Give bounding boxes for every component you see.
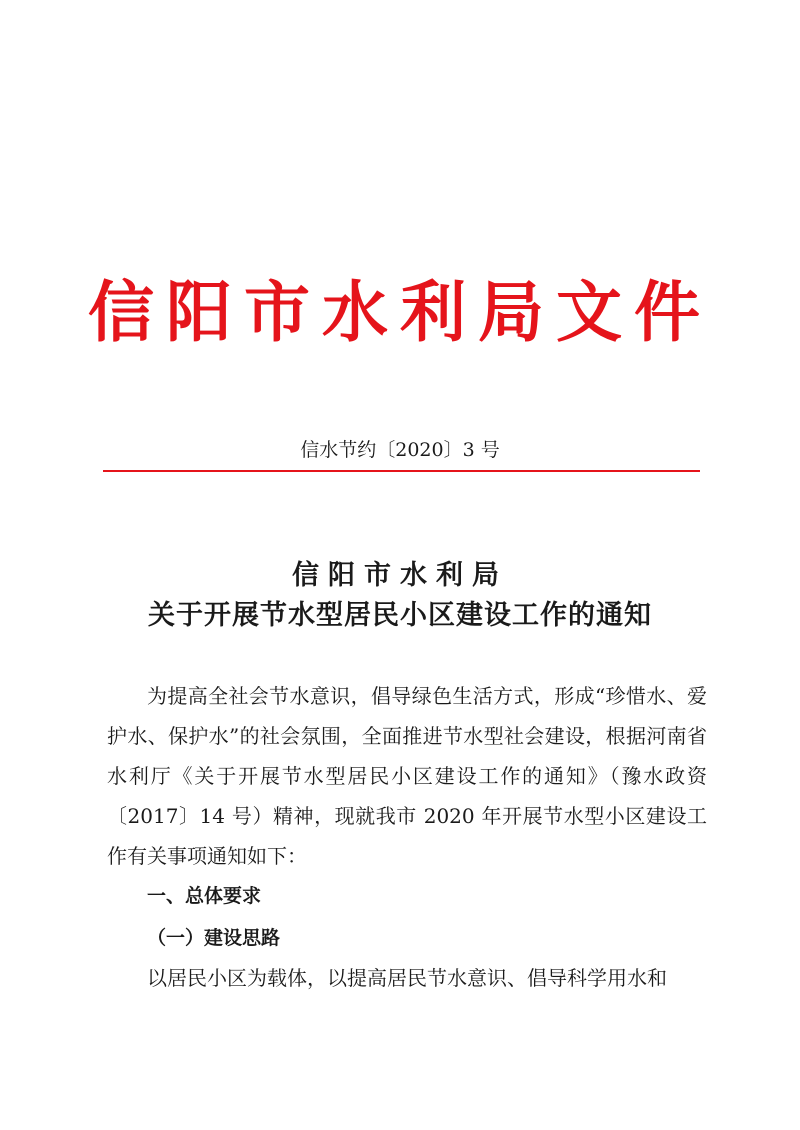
subsection-paragraph: 以居民小区为载体，以提高居民节水意识、倡导科学用水和 — [147, 966, 667, 990]
notice-title-issuer: 信阳市水利局 — [292, 560, 508, 591]
document-number: 信水节约〔2020〕3 号 — [300, 439, 500, 461]
subsection-heading-construction-approach: （一）建设思路 — [147, 927, 281, 949]
red-divider-line — [103, 470, 700, 472]
notice-title — [0, 556, 800, 636]
section-heading-general-requirements: 一、总体要求 — [147, 885, 262, 907]
intro-paragraph: 为提高全社会节水意识，倡导绿色生活方式，形成“珍惜水、爱护水、保护水”的社会氛围，全面推进节水型社会建设，根据河南省水利厅《关于开展节水型居民小区建设工作的通知》（豫水政资〔2017〕14 号）精神，现就我市 2020 年开展节水型小区建设工作有关事项通知如下： — [107, 684, 707, 868]
issuer-title: 信阳市水利局文件 — [88, 273, 712, 351]
intro-section — [107, 676, 707, 876]
notice-title-subject: 关于开展节水型居民小区建设工作的通知 — [148, 600, 652, 631]
